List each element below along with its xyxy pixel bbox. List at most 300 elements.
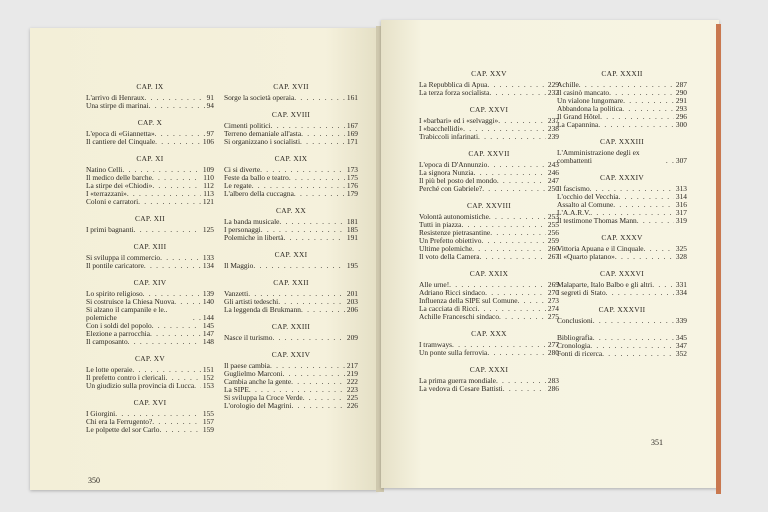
leader-dots [593, 317, 674, 325]
entry-page: 293 [675, 104, 687, 113]
entry-page: 319 [675, 216, 687, 225]
entry-page: 317 [675, 208, 687, 217]
entry-title: I Giorgini [86, 409, 116, 418]
entry-page: 201 [346, 289, 358, 298]
entry-page: 173 [346, 165, 358, 174]
entry-title: Il cantiere del Cinquale [86, 137, 156, 146]
leader-dots [600, 113, 674, 121]
toc-section [224, 279, 358, 314]
leader-dots [489, 213, 546, 221]
entry-title: Si costruisce la Chiesa Nuova [86, 297, 175, 306]
entry-title: Il paese cambia [224, 361, 270, 370]
toc-section [224, 351, 358, 410]
leader-dots [613, 201, 674, 209]
leader-dots [637, 217, 674, 225]
toc-entry [86, 138, 214, 146]
entry-title: I «bacchellidi» [419, 124, 464, 133]
entry-page: 140 [202, 297, 214, 306]
leader-dots [666, 157, 674, 165]
entry-page: 206 [346, 305, 358, 314]
left-page [30, 28, 378, 490]
toc-section [86, 155, 214, 206]
entry-page: 283 [547, 376, 559, 385]
entry-page: 209 [346, 333, 358, 342]
entry-title: Alle urne! [419, 280, 450, 289]
leader-dots [487, 161, 546, 169]
toc-section [224, 83, 358, 102]
entry-title: Vanzetti [224, 289, 249, 298]
toc-entry [224, 190, 358, 198]
entry-page: 316 [675, 200, 687, 209]
toc-section [557, 334, 687, 358]
chapter-heading: CAP. XXXII [601, 69, 643, 78]
toc-entry [419, 385, 559, 393]
toc-entry [419, 313, 559, 321]
entry-title: Il pontile caricatore [86, 261, 144, 270]
entry-page: 255 [547, 220, 559, 229]
entry-page: 191 [346, 233, 358, 242]
toc-column-1 [86, 83, 214, 443]
chapter-heading: CAP. XXVIII [467, 201, 511, 210]
leader-dots [482, 185, 546, 193]
entry-title: Coloni e carratori [86, 197, 139, 206]
chapter-heading: CAP. XXIX [469, 269, 509, 278]
leader-dots [623, 97, 674, 105]
entry-title: Si sviluppa il commercio [86, 253, 161, 262]
entry-title: Cambia anche la gente [224, 377, 292, 386]
entry-page: 152 [202, 373, 214, 382]
entry-title: L'arrivo di Henraux [86, 93, 145, 102]
leader-dots [152, 182, 201, 190]
entry-page: 167 [346, 121, 358, 130]
entry-title: La Capannina [557, 120, 599, 129]
entry-title: Vittoria Apuana e il Cinquale [557, 244, 644, 253]
toc-entry [86, 102, 214, 110]
leader-dots [149, 102, 205, 110]
entry-title: Il fascismo [557, 184, 590, 193]
toc-entry [86, 262, 214, 270]
toc-entry [557, 253, 687, 261]
entry-title: Resistenze pietrasantine [419, 228, 491, 237]
entry-page: 195 [346, 261, 358, 270]
entry-title: Nasce il turismo [224, 333, 273, 342]
toc-section [557, 306, 687, 325]
entry-title: La vedova di Cesare Battisti [419, 384, 503, 393]
leader-dots [497, 177, 546, 185]
entry-page: 225 [346, 393, 358, 402]
entry-title: Il «Quarto platano» [557, 252, 615, 261]
chapter-heading: CAP. XII [135, 214, 165, 223]
entry-title: Natino Celli [86, 165, 123, 174]
chapter-heading: CAP. XI [136, 154, 164, 163]
entry-page: 247 [547, 176, 559, 185]
leader-dots [480, 253, 546, 261]
toc-section [419, 70, 559, 97]
toc-entry [557, 289, 687, 297]
toc-entry [86, 226, 214, 234]
leader-dots [193, 314, 201, 322]
entry-page: 347 [675, 341, 687, 350]
leader-dots [303, 394, 345, 402]
leader-dots [622, 105, 674, 113]
leader-dots [284, 234, 345, 242]
entry-title: Elezione a parrocchia [86, 329, 151, 338]
entry-title: I segreti di Stato [557, 288, 606, 297]
leader-dots [301, 130, 345, 138]
leader-dots [144, 94, 204, 102]
toc-entry [224, 402, 358, 410]
leader-dots [652, 281, 674, 289]
toc-column-4 [557, 70, 687, 367]
toc-section [224, 251, 358, 270]
entry-title: Conclusioni [557, 316, 593, 325]
leader-dots [138, 198, 201, 206]
toc-entry [557, 217, 687, 225]
toc-section [86, 355, 214, 390]
entry-title: Sorge la società operaia [224, 93, 295, 102]
entry-title: La cacciata di Ricci [419, 304, 478, 313]
toc-section [224, 323, 358, 342]
leader-dots [602, 350, 674, 358]
entry-page: 148 [202, 337, 214, 346]
toc-section [86, 215, 214, 234]
entry-page: 229 [547, 80, 559, 89]
entry-page: 237 [547, 116, 559, 125]
entry-title: Le lotte operaie [86, 365, 133, 374]
entry-title: L'epoca di D'Annunzio [419, 160, 488, 169]
entry-page: 334 [675, 288, 687, 297]
entry-page: 250 [547, 184, 559, 193]
leader-dots [487, 349, 546, 357]
entry-page: 275 [547, 312, 559, 321]
entry-page: 226 [346, 401, 358, 410]
entry-page: 161 [346, 93, 358, 102]
chapter-heading: CAP. XXVII [468, 149, 510, 158]
entry-page: 222 [346, 377, 358, 386]
entry-title: Influenza della SIPE sul Comune [419, 296, 518, 305]
chapter-heading: CAP. XVI [133, 398, 167, 407]
entry-page: 185 [346, 225, 358, 234]
entry-page: 345 [675, 333, 687, 342]
entry-page: 217 [346, 361, 358, 370]
entry-title: Abbandona la politica [557, 104, 623, 113]
leader-dots [489, 89, 546, 97]
entry-page: 147 [202, 329, 214, 338]
entry-page: 325 [675, 244, 687, 253]
leader-dots [152, 418, 201, 426]
entry-title: Un Prefetto obiettivo [419, 236, 482, 245]
entry-page: 169 [346, 129, 358, 138]
entry-page: 296 [675, 112, 687, 121]
entry-page: 270 [547, 288, 559, 297]
leader-dots [155, 130, 205, 138]
entry-title: Ci si diverte [224, 165, 261, 174]
entry-page: 286 [547, 384, 559, 393]
entry-title: Il Maggio [224, 261, 254, 270]
entry-title: Il voto della Camera [419, 252, 480, 261]
entry-title: Terreno demaniale all'asta [224, 129, 302, 138]
toc-entry [86, 338, 214, 346]
entry-page: 97 [206, 129, 214, 138]
toc-entry [224, 334, 358, 342]
toc-section [86, 399, 214, 434]
entry-page: 157 [202, 417, 214, 426]
entry-page: 277 [547, 340, 559, 349]
entry-page: 246 [547, 168, 559, 177]
toc-section [557, 70, 687, 129]
entry-page: 280 [547, 348, 559, 357]
toc-section [419, 366, 559, 393]
chapter-heading: CAP. XXXVII [598, 305, 646, 314]
toc-entry [224, 262, 358, 270]
entry-title: Il casinò mancato [557, 88, 610, 97]
entry-title: La terza forza socialista [419, 88, 490, 97]
entry-title: Ultime polemiche [419, 244, 473, 253]
leader-dots [134, 226, 201, 234]
entry-title: I primi bagnanti [86, 225, 134, 234]
entry-title: Bibliografia [557, 333, 593, 342]
entry-page: 290 [675, 88, 687, 97]
toc-entry [86, 306, 214, 322]
toc-section [557, 138, 687, 165]
leader-dots [294, 94, 345, 102]
entry-page: 121 [202, 197, 214, 206]
entry-title: Si alzano il campanile e le.. polemiche [86, 305, 168, 322]
entry-page: 267 [547, 252, 559, 261]
entry-title: Un vialone lungomare [557, 96, 624, 105]
entry-title: Si sviluppa la Croce Verde [224, 393, 303, 402]
entry-page: 133 [202, 253, 214, 262]
entry-title: Il camposanto [86, 337, 128, 346]
chapter-heading: CAP. X [137, 118, 163, 127]
chapter-heading: CAP. XXX [471, 329, 507, 338]
entry-title: Lo spirito religioso [86, 289, 143, 298]
entry-title: La banda musicale [224, 217, 280, 226]
chapter-heading: CAP. XVIII [271, 110, 311, 119]
entry-page: 339 [675, 316, 687, 325]
entry-page: 256 [547, 228, 559, 237]
entry-title: I personaggi [224, 225, 261, 234]
entry-page: 159 [202, 425, 214, 434]
leader-dots [496, 377, 546, 385]
leader-dots [472, 245, 546, 253]
entry-page: 300 [675, 120, 687, 129]
entry-page: 291 [675, 96, 687, 105]
leader-dots [498, 117, 546, 125]
leader-dots [291, 402, 344, 410]
chapter-heading: CAP. XXVI [469, 105, 509, 114]
toc-entry [419, 349, 559, 357]
entry-title: Il testimone Thomas Mann [557, 216, 637, 225]
entry-title: Volontà autonomistiche [419, 212, 489, 221]
entry-title: Cronologia [557, 341, 591, 350]
chapter-heading: CAP. XXXIV [599, 173, 645, 182]
entry-title: La prima guerra mondiale [419, 376, 496, 385]
entry-page: 134 [202, 261, 214, 270]
entry-title: L'Amministrazione degli ex combattenti [557, 148, 640, 165]
toc-column-3 [419, 70, 559, 402]
page-number-right: 351 [651, 438, 663, 447]
toc-entry [224, 234, 358, 242]
entry-page: 243 [547, 160, 559, 169]
toc-section [224, 111, 358, 146]
toc-section [419, 202, 559, 261]
entry-page: 274 [547, 304, 559, 313]
entry-title: I «barbari» ed i «selvaggi» [419, 116, 499, 125]
leader-dots [478, 133, 546, 141]
toc-entry [419, 185, 559, 193]
chapter-heading: CAP. IX [136, 82, 164, 91]
entry-title: L'epoca di «Giannetta» [86, 129, 155, 138]
entry-page: 91 [206, 93, 214, 102]
entry-page: 155 [202, 409, 214, 418]
entry-page: 125 [202, 225, 214, 234]
entry-page: 94 [206, 101, 214, 110]
toc-section [224, 155, 358, 198]
entry-page: 307 [675, 156, 687, 165]
entry-title: Achille Franceschi sindaco [419, 312, 500, 321]
leader-dots [619, 193, 674, 201]
leader-dots [152, 174, 201, 182]
toc-section [419, 270, 559, 321]
leader-dots [487, 81, 546, 89]
chapter-heading: CAP. XXXVI [599, 269, 645, 278]
page-number-left: 350 [88, 476, 100, 485]
leader-dots [159, 426, 200, 434]
entry-title: Guglielmo Marconi [224, 369, 283, 378]
entry-title: Chi era la Ferrugento? [86, 417, 153, 426]
entry-title: Il medico delle barche [86, 173, 152, 182]
chapter-heading: CAP. XXXIII [600, 137, 644, 146]
chapter-heading: CAP. XXV [471, 69, 507, 78]
chapter-heading: CAP. XIII [133, 242, 167, 251]
leader-dots [518, 297, 546, 305]
leader-dots [499, 313, 546, 321]
entry-title: Con i soldi del popolo [86, 321, 152, 330]
toc-section [419, 150, 559, 193]
entry-title: La signora Nunzia [419, 168, 474, 177]
chapter-heading: CAP. XXII [273, 278, 309, 287]
chapter-heading: CAP. XIX [274, 154, 308, 163]
toc-section [86, 83, 214, 110]
toc-section [419, 330, 559, 357]
entry-title: I «terrazzani» [86, 189, 127, 198]
entry-title: I tramways [419, 340, 453, 349]
entry-title: Si organizzano i socialisti [224, 137, 301, 146]
entry-title: Il Grand Hôtel [557, 112, 601, 121]
entry-page: 139 [202, 289, 214, 298]
entry-title: Feste da ballo e teatro [224, 173, 289, 182]
leader-dots [644, 245, 674, 253]
chapter-heading: CAP. XVII [273, 82, 309, 91]
cover-edge [716, 24, 721, 494]
leader-dots [160, 254, 201, 262]
right-page [381, 20, 719, 488]
leader-dots [283, 370, 345, 378]
leader-dots [606, 289, 674, 297]
leader-dots [294, 190, 345, 198]
entry-page: 145 [202, 321, 214, 330]
leader-dots [150, 330, 201, 338]
entry-page: 203 [346, 297, 358, 306]
leader-dots [289, 174, 345, 182]
toc-entry [224, 306, 358, 314]
entry-page: 181 [346, 217, 358, 226]
entry-page: 153 [202, 381, 214, 390]
entry-page: 179 [346, 189, 358, 198]
leader-dots [503, 385, 546, 393]
toc-entry [224, 94, 358, 102]
entry-title: Il prefetto contro i clericali [86, 373, 166, 382]
leader-dots [144, 262, 201, 270]
chapter-heading: CAP. XXIII [271, 322, 311, 331]
entry-title: Un giudizio sulla provincia di Lucca [86, 381, 195, 390]
leader-dots [615, 253, 674, 261]
entry-title: Tutti in piazza [419, 220, 462, 229]
entry-page: 260 [547, 244, 559, 253]
chapter-heading: CAP. XIV [133, 278, 167, 287]
toc-entry [557, 149, 687, 165]
leader-dots [272, 334, 344, 342]
leader-dots [598, 121, 674, 129]
toc-section [86, 279, 214, 346]
chapter-heading: CAP. XXI [274, 250, 308, 259]
chapter-heading: CAP. XX [275, 206, 307, 215]
leader-dots [301, 306, 345, 314]
entry-title: La SIPE [224, 385, 249, 394]
entry-page: 287 [675, 80, 687, 89]
entry-title: Le polpette del sor Carlo [86, 425, 160, 434]
entry-title: L'occhio del Vecchia [557, 192, 619, 201]
toc-entry [86, 382, 214, 390]
leader-dots [490, 229, 546, 237]
leader-dots [174, 298, 201, 306]
entry-page: 171 [346, 137, 358, 146]
entry-title: Assalto al Comune [557, 200, 614, 209]
entry-title: Il più bel posto del mondo [419, 176, 497, 185]
entry-title: Malaparte, Italo Balbo e gli altri [557, 280, 653, 289]
leader-dots [291, 378, 345, 386]
entry-title: Fonti di ricerca [557, 349, 603, 358]
entry-page: 269 [547, 280, 559, 289]
toc-entry [419, 253, 559, 261]
toc-column-2 [224, 83, 358, 419]
entry-title: Cimenti politici [224, 121, 271, 130]
toc-entry [419, 89, 559, 97]
entry-title: Gli artisti tedeschi [224, 297, 279, 306]
chapter-heading: CAP. XXXI [469, 365, 509, 374]
leader-dots [593, 334, 674, 342]
entry-page: 175 [346, 173, 358, 182]
leader-dots [481, 237, 546, 245]
entry-title: Perché con Gabriele? [419, 184, 483, 193]
leader-dots [152, 322, 201, 330]
entry-page: 176 [346, 181, 358, 190]
entry-title: Trabiccoli infarinati [419, 132, 479, 141]
toc-section [86, 119, 214, 146]
chapter-heading: CAP. XXIV [271, 350, 311, 359]
toc-section [557, 270, 687, 297]
leader-dots [590, 342, 674, 350]
toc-entry [86, 426, 214, 434]
entry-page: 144 [202, 313, 214, 322]
toc-entry [86, 198, 214, 206]
leader-dots [194, 382, 201, 390]
entry-page: 109 [202, 165, 214, 174]
toc-section [86, 243, 214, 270]
leader-dots [279, 218, 345, 226]
leader-dots [128, 338, 201, 346]
